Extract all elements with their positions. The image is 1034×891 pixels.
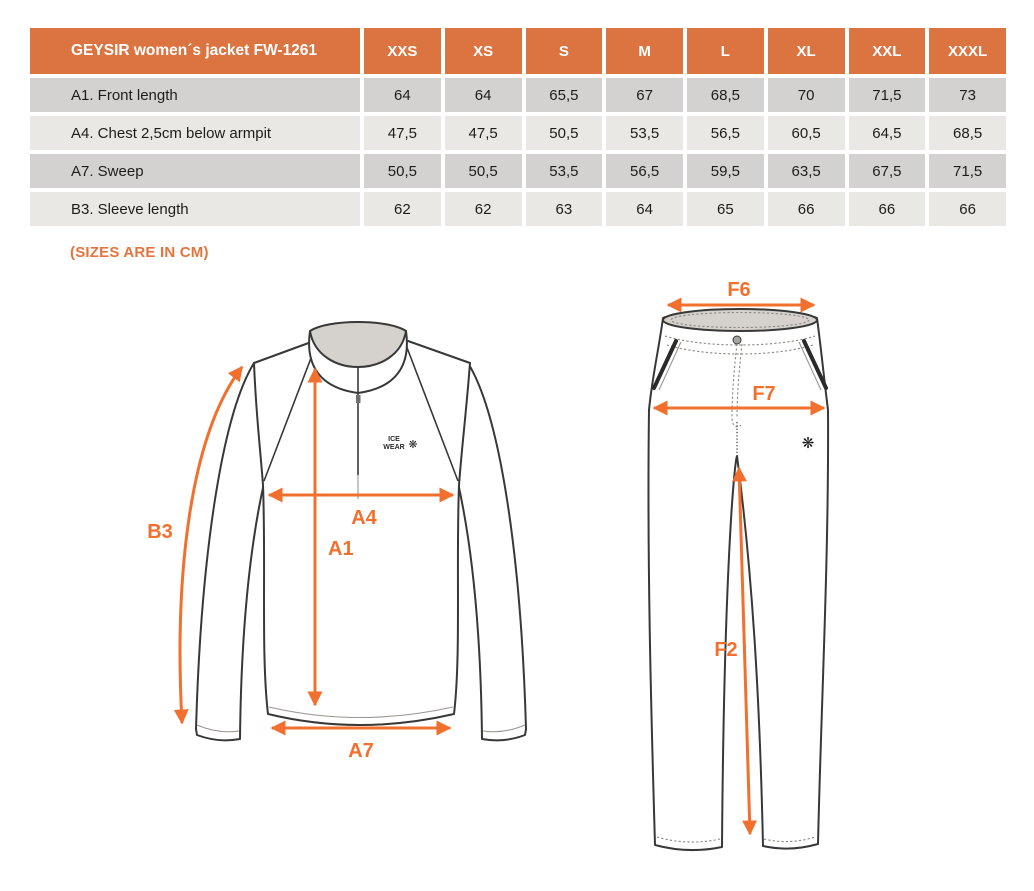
measurement-label-cell: A4. Chest 2,5cm below armpit xyxy=(30,116,360,150)
measurement-value-cell: 67 xyxy=(606,78,683,112)
measurement-value-cell: 65,5 xyxy=(526,78,603,112)
f2-label: F2 xyxy=(714,639,738,661)
sizes-unit-note: (SIZES ARE IN CM) xyxy=(70,244,209,261)
measurement-value-cell: 63 xyxy=(526,192,603,226)
jacket-measurement-diagram xyxy=(128,295,572,765)
measurement-value-cell: 65 xyxy=(687,192,764,226)
measurement-label-cell: A7. Sweep xyxy=(30,154,360,188)
jacket-left-sleeve xyxy=(196,363,264,740)
jacket-zipper-pull xyxy=(356,395,361,403)
measurement-value-cell: 64,5 xyxy=(849,116,926,150)
measurement-value-cell: 64 xyxy=(445,78,522,112)
measurement-value-cell: 73 xyxy=(929,78,1006,112)
measurement-value-cell: 71,5 xyxy=(849,78,926,112)
measurement-label-cell: A1. Front length xyxy=(30,78,360,112)
measurement-value-cell: 66 xyxy=(768,192,845,226)
size-header-cell: XXL xyxy=(849,28,926,74)
f6-label: F6 xyxy=(727,279,751,301)
size-table xyxy=(30,28,1006,226)
measurement-value-cell: 56,5 xyxy=(687,116,764,150)
b3-label: B3 xyxy=(147,521,173,543)
icewear-logo-line1: ICE xyxy=(388,436,400,443)
measurement-value-cell: 62 xyxy=(364,192,441,226)
a4-label: A4 xyxy=(351,507,377,529)
measurement-value-cell: 50,5 xyxy=(445,154,522,188)
waist-button xyxy=(733,336,741,344)
measurement-value-cell: 66 xyxy=(849,192,926,226)
measurement-value-cell: 50,5 xyxy=(526,116,603,150)
size-header-cell: XXS xyxy=(364,28,441,74)
measurement-value-cell: 68,5 xyxy=(687,78,764,112)
icewear-flower-icon: ❋ xyxy=(408,439,418,451)
f7-label: F7 xyxy=(752,383,776,405)
measurement-value-cell: 53,5 xyxy=(526,154,603,188)
icewear-logo-line2: WEAR xyxy=(383,444,405,451)
measurement-value-cell: 47,5 xyxy=(445,116,522,150)
measurement-label-cell: B3. Sleeve length xyxy=(30,192,360,226)
size-header-cell: XL xyxy=(768,28,845,74)
measurement-value-cell: 63,5 xyxy=(768,154,845,188)
measurement-value-cell: 64 xyxy=(606,192,683,226)
a7-label: A7 xyxy=(348,740,374,762)
size-header-cell: S xyxy=(526,28,603,74)
pants-waist-opening xyxy=(663,309,817,331)
measurement-value-cell: 66 xyxy=(929,192,1006,226)
measurement-value-cell: 68,5 xyxy=(929,116,1006,150)
measurement-value-cell: 50,5 xyxy=(364,154,441,188)
measurement-value-cell: 60,5 xyxy=(768,116,845,150)
icewear-flower-icon: ❋ xyxy=(801,435,815,452)
measurement-value-cell: 47,5 xyxy=(364,116,441,150)
measurement-value-cell: 53,5 xyxy=(606,116,683,150)
measurement-value-cell: 70 xyxy=(768,78,845,112)
size-header-cell: XS xyxy=(445,28,522,74)
measurement-value-cell: 59,5 xyxy=(687,154,764,188)
measurement-value-cell: 64 xyxy=(364,78,441,112)
product-title-cell: GEYSIR women´s jacket FW-1261 xyxy=(30,28,360,74)
jacket-body xyxy=(254,341,470,725)
measurement-value-cell: 67,5 xyxy=(849,154,926,188)
size-header-cell: L xyxy=(687,28,764,74)
measurement-value-cell: 71,5 xyxy=(929,154,1006,188)
size-header-cell: XXXL xyxy=(929,28,1006,74)
pants-measurement-diagram xyxy=(618,278,1034,878)
measurement-value-cell: 62 xyxy=(445,192,522,226)
size-header-cell: M xyxy=(606,28,683,74)
measurement-value-cell: 56,5 xyxy=(606,154,683,188)
jacket-right-sleeve xyxy=(458,363,526,740)
a1-label: A1 xyxy=(328,538,354,560)
